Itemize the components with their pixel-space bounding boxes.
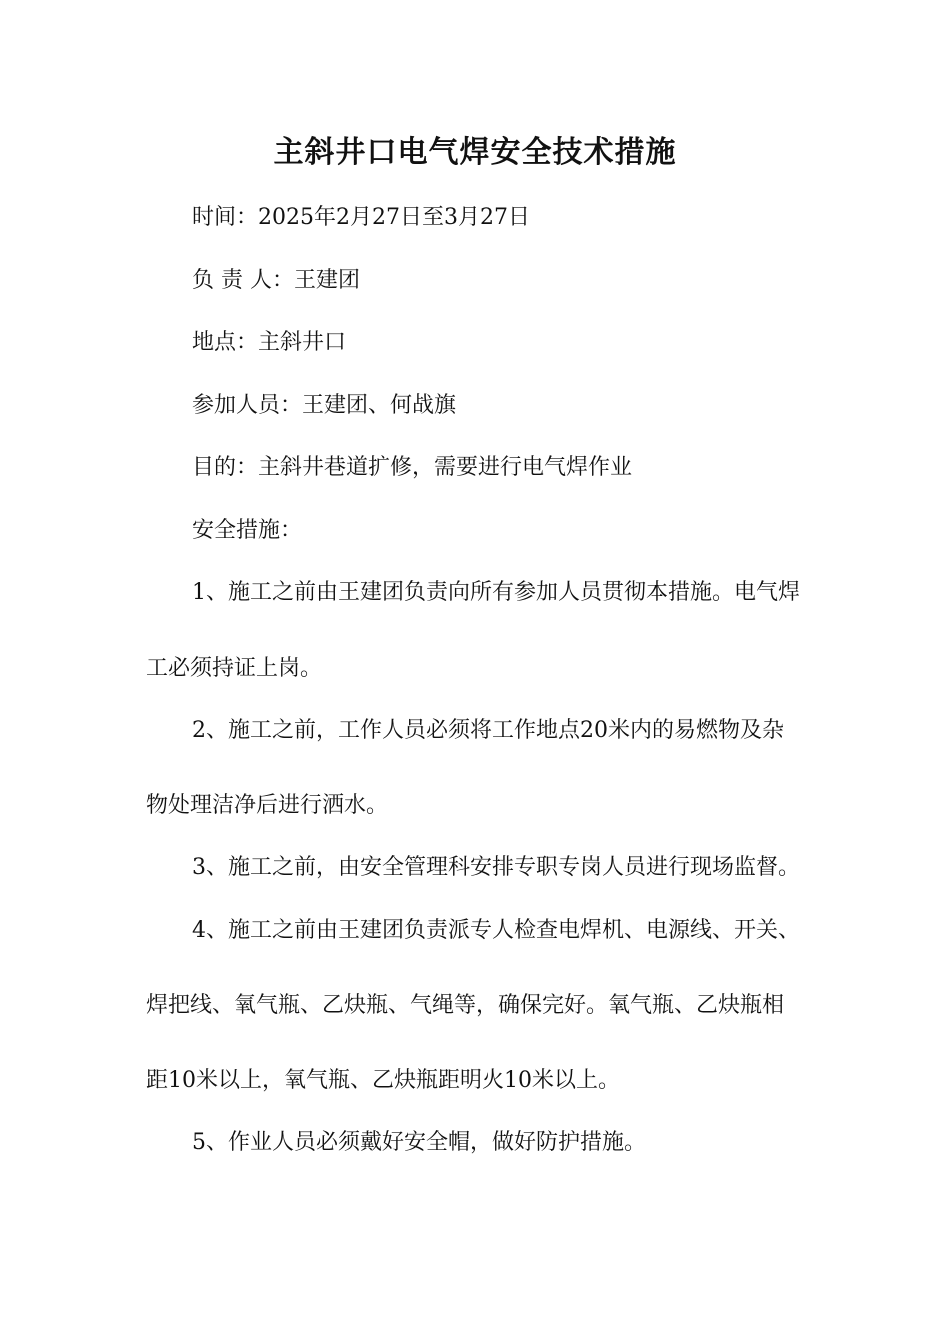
measures-heading: 安全措施： bbox=[192, 518, 303, 543]
info-purpose: 目的：主斜井巷道扩修，需要进行电气焊作业 bbox=[192, 455, 633, 480]
info-time: 时间：2025年2月27日至3月27日 bbox=[192, 205, 530, 230]
info-participants: 参加人员：王建团、何战旗 bbox=[192, 393, 457, 418]
measure-5-line-1: 5、作业人员必须戴好安全帽，做好防护措施。 bbox=[192, 1130, 646, 1155]
measure-4-line-1: 4、施工之前由王建团负责派专人检查电焊机、电源线、开关、 bbox=[192, 918, 800, 943]
measure-1-line-1: 1、施工之前由王建团负责向所有参加人员贯彻本措施。电气焊 bbox=[192, 580, 800, 605]
measure-2-line-1: 2、施工之前，工作人员必须将工作地点20米内的易燃物及杂 bbox=[192, 718, 784, 743]
measure-4-line-2: 焊把线、氧气瓶、乙炔瓶、气绳等，确保完好。氧气瓶、乙炔瓶相 bbox=[146, 993, 785, 1018]
measure-1-line-2: 工必须持证上岗。 bbox=[146, 656, 323, 681]
measure-4-line-3: 距10米以上，氧气瓶、乙炔瓶距明火10米以上。 bbox=[146, 1068, 620, 1093]
measure-3-line-1: 3、施工之前，由安全管理科安排专职专岗人员进行现场监督。 bbox=[192, 855, 800, 880]
info-location: 地点：主斜井口 bbox=[192, 330, 347, 355]
info-person-in-charge: 负 责 人：王建团 bbox=[192, 268, 360, 293]
measure-2-line-2: 物处理洁净后进行洒水。 bbox=[146, 793, 389, 818]
document-title: 主斜井口电气焊安全技术措施 bbox=[273, 135, 677, 170]
